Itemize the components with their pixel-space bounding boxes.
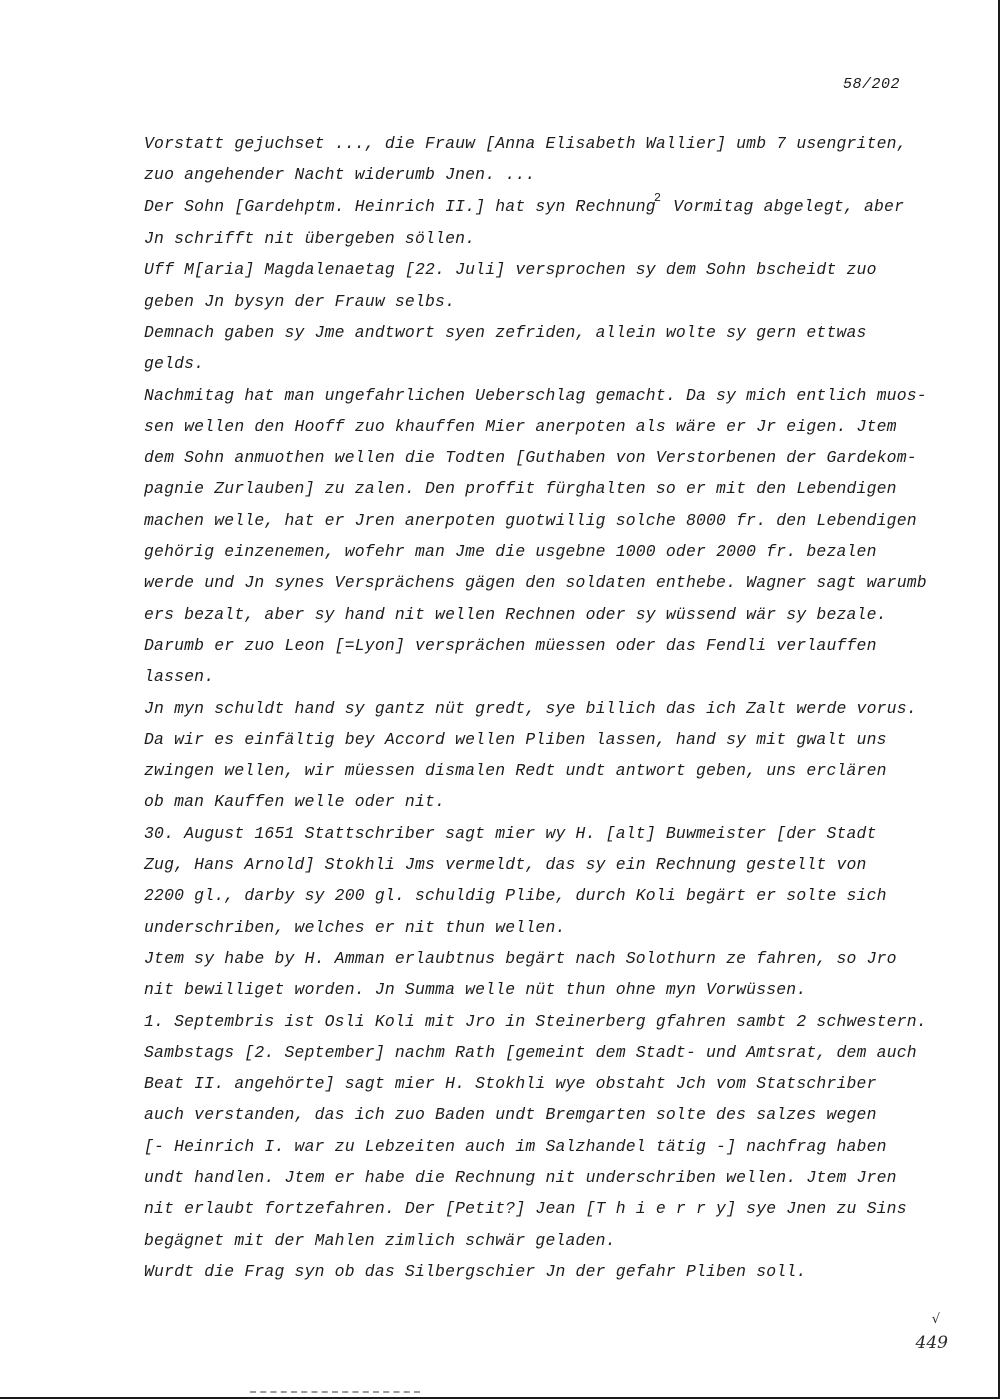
text-line: machen welle, hat er Jren anerpoten guotwillig solche 8000 fr. den Lebendigen [144, 510, 917, 530]
text-line: geben Jn bysyn der Frauw selbs. [144, 291, 456, 311]
text-line: Demnach gaben sy Jme andtwort syen zefriden, allein wolte sy gern ettwas [144, 322, 867, 342]
text-line: Jtem sy habe by H. Amman erlaubtnus begärt nach Solothurn ze fahren, so Jro [144, 948, 897, 968]
text-line: lassen. [144, 667, 215, 687]
text-line-with-footnote [144, 191, 944, 224]
footnote-marker: 2 [653, 190, 662, 205]
text-line: undt handlen. Jtem er habe die Rechnung nit underschriben wellen. Jtem Jren [144, 1168, 897, 1187]
text-line: Uff M[aria] Magdalenaetag [22. Juli] versprochen sy dem Sohn bscheidt zuo [144, 260, 877, 280]
text-line: 30. August 1651 Stattschriber sagt mier wy H. [alt] Buwmeister [der Stadt [144, 823, 877, 843]
archive-number: 449 [915, 1333, 948, 1353]
text-line: dem Sohn anmuothen wellen die Todten [Guthaben von Verstorbenen der Gardekom- [144, 448, 917, 468]
text-line: gehörig einzenemen, wofehr man Jme die usgebne 1000 oder 2000 fr. bezalen [144, 542, 877, 562]
text-line: nit bewilliget worden. Jn Summa welle nüt thun ohne myn Vorwüssen. [144, 980, 807, 1000]
text-line: sen wellen den Hooff zuo khauffen Mier anerpoten als wäre er Jr eigen. Jtem [144, 416, 897, 436]
text-line: zwingen wellen, wir müessen dismalen Redt undt antwort geben, uns erclären [144, 761, 887, 781]
text-line: ob man Kauffen welle oder nit. [144, 792, 446, 812]
text-line: Vorstatt gejuchset ..., die Frauw [Anna Elisabeth Wallier] umb 7 usengriten, [144, 134, 907, 153]
text-line-start: Der Sohn [Gardehptm. Heinrich II.] hat syn Rechnung [144, 196, 656, 216]
text-line: zuo angehender Nacht widerumb Jnen. ... [144, 165, 536, 185]
text-line: [- Heinrich I. war zu Lebzeiten auch im Salzhandel tätig -] nachfrag haben [144, 1136, 887, 1156]
text-line: 1. Septembris ist Osli Koli mit Jro in Steinerberg gfahren sambt 2 schwestern. [144, 1011, 927, 1031]
scan-artifact-line [250, 1391, 420, 1395]
text-line: begägnet mit der Mahlen zimlich schwär geladen. [144, 1230, 616, 1250]
text-line: underschriben, welches er nit thun wellen. [144, 917, 566, 937]
text-line: Zug, Hans Arnold] Stokhli Jms vermeldt, das sy ein Rechnung gestellt von [144, 855, 867, 875]
text-line: werde und Jn synes Versprächens gägen den soldaten enthebe. Wagner sagt warumb [144, 573, 927, 593]
text-line: gelds. [144, 354, 205, 374]
text-line: Da wir es einfältig bey Accord wellen Pliben lassen, hand sy mit gwalt uns [144, 729, 887, 749]
text-line: nit erlaubt fortzefahren. Der [Petit?] Jean [T h i e r r y] sye Jnen zu Sins [144, 1199, 907, 1219]
text-line: pagnie Zurlauben] zu zalen. Den proffit fürghalten so er mit den Lebendigen [144, 479, 897, 499]
page-number: 58/202 [842, 76, 900, 93]
text-line: Darumb er zuo Leon [=Lyon] versprächen müessen oder das Fendli verlauffen [144, 635, 877, 655]
transcription-body [144, 128, 944, 1287]
text-line: Jn schrifft nit übergeben söllen. [144, 229, 476, 249]
text-line: auch verstanden, das ich zuo Baden undt Bremgarten solte des salzes wegen [144, 1105, 877, 1125]
check-mark: √ [931, 1312, 940, 1327]
text-line: Jn myn schuldt hand sy gantz nüt gredt, sye billich das ich Zalt werde vorus. [144, 698, 917, 718]
text-line: Sambstags [2. September] nachm Rath [gemeint dem Stadt- und Amtsrat, dem auch [144, 1042, 917, 1062]
text-line-end: Vormitag abgelegt, aber [663, 196, 905, 216]
text-line: Nachmitag hat man ungefahrlichen Ueberschlag gemacht. Da sy mich entlich muos- [144, 385, 927, 405]
text-line: Beat II. angehörte] sagt mier H. Stokhli wye obstaht Jch vom Statschriber [144, 1074, 877, 1094]
text-line: Wurdt die Frag syn ob das Silbergschier Jn der gefahr Pliben soll. [144, 1261, 807, 1281]
text-line: ers bezalt, aber sy hand nit wellen Rechnen oder sy wüssend wär sy bezale. [144, 604, 887, 624]
text-line: 2200 gl., darby sy 200 gl. schuldig Plibe, durch Koli begärt er solte sich [144, 886, 887, 906]
